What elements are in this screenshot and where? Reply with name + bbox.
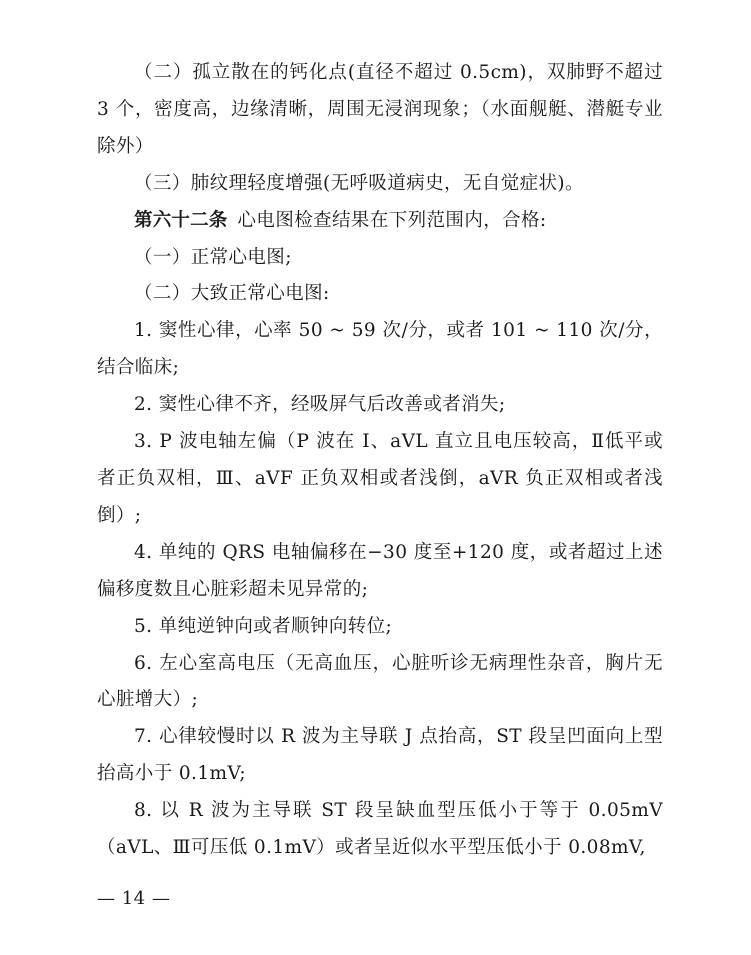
paragraph-article-62 — [97, 203, 663, 240]
paragraph-calcification: （二）孤立散在的钙化点(直径不超过 0.5cm)，双肺野不超过 3 个，密度高，边缘清晰，周围无浸润现象；（水面舰艇、潜艇专业除外） — [97, 62, 663, 157]
list-item-6: 6. 左心室高电压（无高血压，心脏听诊无病理性杂音，胸片无心脏增大）; — [97, 652, 663, 711]
list-item-7: 7. 心律较慢时以 R 波为主导联 J 点抬高，ST 段呈凹面向上型抬高小于 0.1mV; — [97, 726, 663, 785]
list-item-5: 5. 单纯逆钟向或者顺钟向转位; — [134, 615, 393, 637]
paragraph-normal-ecg: （一）正常心电图; — [134, 246, 292, 268]
list-item-1: 1. 窦性心律，心率 50 ~ 59 次/分，或者 101 ~ 110 次/分，结合临床; — [97, 320, 663, 379]
paragraph-roughly-normal-ecg: （二）大致正常心电图: — [134, 283, 330, 305]
paragraph-lung-markings: （三）肺纹理轻度增强(无呼吸道病史，无自觉症状)。 — [134, 172, 584, 194]
article-text: 心电图检查结果在下列范围内，合格: — [237, 209, 547, 231]
document-body — [97, 55, 663, 867]
list-item-4: 4. 单纯的 QRS 电轴偏移在−30 度至+120 度，或者超过上述偏移度数且心脏彩超未见异常的; — [97, 541, 663, 600]
page-number: — 14 — — [97, 888, 171, 909]
list-item-2: 2. 窦性心律不齐，经吸屏气后改善或者消失; — [134, 394, 506, 416]
article-title: 第六十二条 — [134, 209, 228, 231]
list-item-3: 3. P 波电轴左偏（P 波在 I、aVL 直立且电压较高，Ⅱ低平或者正负双相，Ⅲ、aVF 正负双相或者浅倒，aVR 负正双相或者浅倒）; — [97, 431, 663, 526]
list-item-8: 8. 以 R 波为主导联 ST 段呈缺血型压低小于等于 0.05mV（aVL、Ⅲ可压低 0.1mV）或者呈近似水平型压低小于 0.08mV, — [97, 800, 663, 859]
